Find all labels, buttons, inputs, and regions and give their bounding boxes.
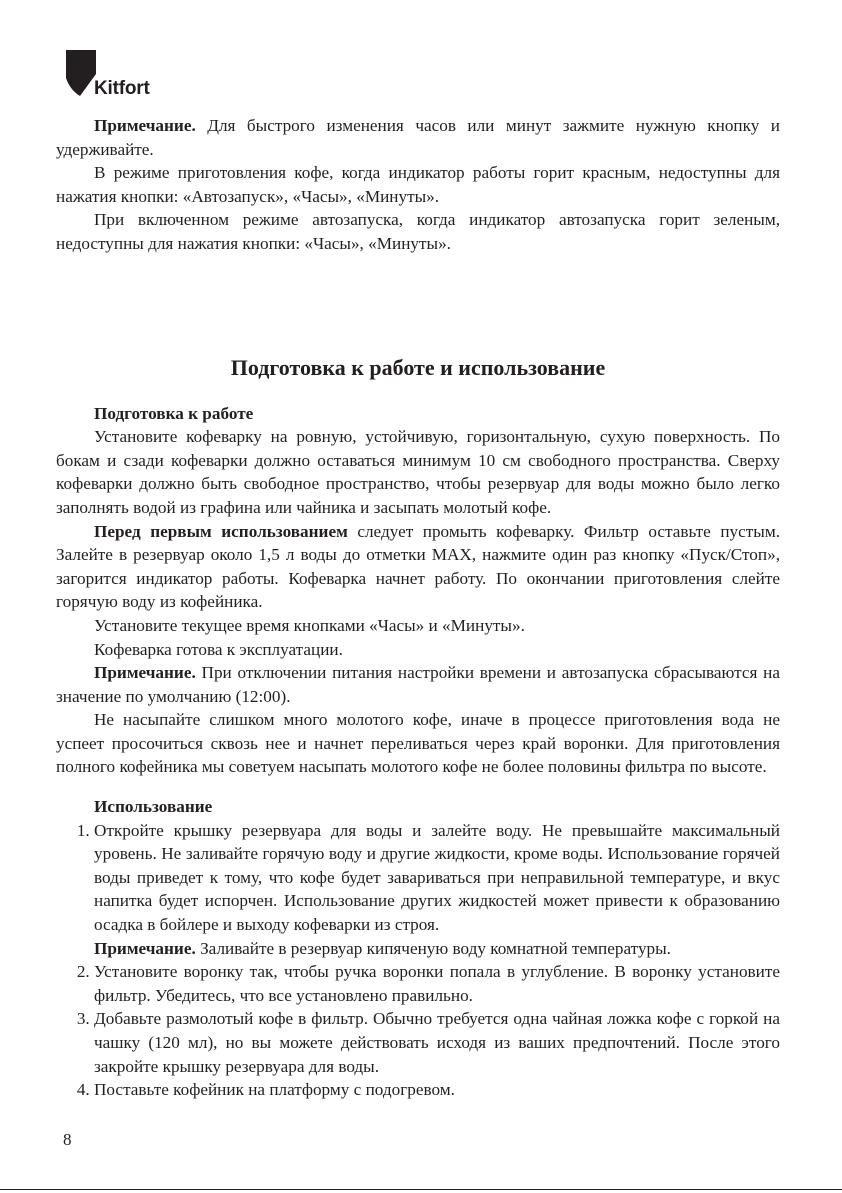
- note-paragraph: [94, 937, 780, 961]
- note-label: Примечание.: [94, 938, 196, 958]
- note-paragraph: [56, 114, 780, 161]
- paragraph: Установите текущее время кнопками «Часы» и «Минуты».: [94, 615, 525, 635]
- step-text: Добавьте размолотый кофе в фильтр. Обычно требуется одна чайная ложка кофе с горкой на чашку (120 мл), но вы можете действовать исходя из ваших предпочтений. После этого закройте крышку резервуара для воды.: [94, 1009, 780, 1076]
- list-item: [94, 1078, 780, 1102]
- note-label: Примечание.: [94, 116, 196, 135]
- page-number: 8: [63, 1130, 72, 1149]
- page-content: [56, 114, 780, 1102]
- list-item: [94, 1007, 780, 1078]
- steps-list: [56, 819, 780, 1102]
- paragraph: Установите кофеварку на ровную, устойчивую, горизонтальную, сухую поверхность. По бокам и сзади кофеварки должно оставаться минимум 10 см свободного пространства. Сверху кофеварки должно быть свободное пространство, чтобы резервуар для воды можно было легко заполнять водой из графина или чайника и засыпать молотый кофе.: [56, 427, 780, 517]
- list-item: [94, 960, 780, 1007]
- subsection-heading: Подготовка к работе: [94, 403, 254, 423]
- paragraph: [56, 520, 780, 614]
- bold-lead: Перед первым использованием: [94, 521, 348, 541]
- note-label: Примечание.: [94, 663, 196, 683]
- paragraph-text: следует промыть кофеварку. Фильтр оставьте пустым. Залейте в резервуар около 1,5 л воды до отметки MAX, нажмите один раз кнопку «Пуск/Стоп», загорится индикатор работы. Кофеварка начнет работу. По окончании приготовления слейте горячую воду из кофейника.: [56, 521, 780, 612]
- note-text: При отключении питания настройки времени и автозапуска сбрасываются на значение по умолчанию (12:00).: [56, 663, 780, 706]
- step-text: Откройте крышку резервуара для воды и залейте воду. Не превышайте максимальный уровень. Не заливайте горячую воду и другие жидкости, кроме воды. Использование горячей воды приведет к тому, что кофе будет завариваться при неправильной температуре, и вкус напитка будет испорчен. Использование других жидкостей может привести к образованию осадка в бойлере и выходу кофеварки из строя.: [94, 820, 780, 935]
- paragraph: При включенном режиме автозапуска, когда индикатор автозапуска горит зеленым, недоступны для нажатия кнопки: «Часы», «Минуты».: [56, 210, 780, 253]
- note-text: Для быстрого изменения часов или минут зажмите нужную кнопку и удерживайте.: [56, 116, 780, 159]
- note-text: Заливайте в резервуар кипяченую воду комнатной температуры.: [195, 938, 671, 958]
- step-text: Установите воронку так, чтобы ручка воронки попала в углубление. В воронку установите фильтр. Убедитесь, что все установлено правильно.: [94, 962, 780, 1005]
- brand-logo: [66, 50, 186, 100]
- paragraph: В режиме приготовления кофе, когда индикатор работы горит красным, недоступны для нажатия кнопки: «Автозапуск», «Часы», «Минуты».: [56, 163, 780, 206]
- paragraph: Не насыпайте слишком много молотого кофе, иначе в процессе приготовления вода не успеет просочиться сквозь нее и начнет переливаться через край воронки. Для приготовления полного кофейника мы советуем насыпать молотого кофе не более половины фильтра по высоте.: [56, 710, 780, 777]
- note-paragraph: [56, 661, 780, 708]
- brand-name: Kitfort: [94, 78, 150, 99]
- paragraph: Кофеварка готова к эксплуатации.: [94, 639, 343, 659]
- footer-rule: [0, 1189, 842, 1190]
- list-item: [94, 819, 780, 961]
- section-title: Подготовка к работе и использование: [230, 354, 606, 380]
- step-text: Поставьте кофейник на платформу с подогревом.: [94, 1080, 455, 1100]
- subsection-heading: Использование: [94, 797, 213, 817]
- kitfort-mark-icon: [66, 50, 96, 96]
